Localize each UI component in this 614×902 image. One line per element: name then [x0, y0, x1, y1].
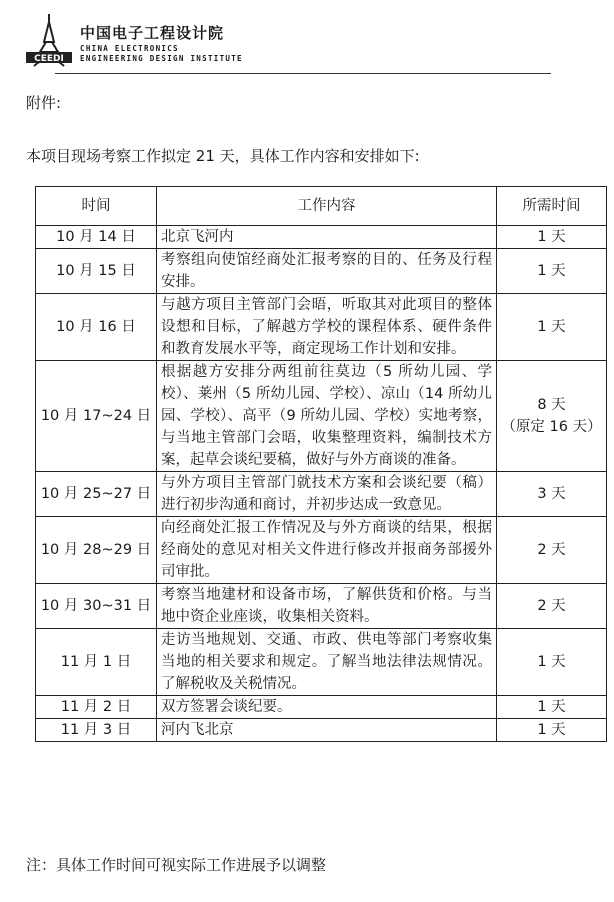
letterhead [22, 8, 562, 82]
row-duration: 1 天 [497, 719, 607, 742]
ceedi-tower-logo-icon [22, 12, 76, 74]
table-row [36, 584, 607, 629]
row-time: 10 月 30~31 日 [36, 584, 157, 629]
row-content: 考察当地建材和设备市场，了解供货和价格。与当地中资企业座谈，收集相关资料。 [157, 584, 497, 629]
table-header-row [36, 187, 607, 226]
header-time: 时间 [36, 187, 157, 226]
row-duration: 8 天 [537, 397, 566, 413]
attachment-label: 附件: [26, 94, 62, 112]
table-row [36, 226, 607, 249]
schedule-table [35, 186, 607, 742]
row-duration-cell [497, 361, 607, 472]
row-duration: 2 天 [497, 584, 607, 629]
row-time: 10 月 17~24 日 [36, 361, 157, 472]
table-row [36, 719, 607, 742]
table-row [36, 629, 607, 696]
row-time: 10 月 16 日 [36, 294, 157, 361]
table-row [36, 517, 607, 584]
row-content: 根据越方安排分两组前往莫边（5 所幼儿园、学校）、莱州（5 所幼儿园、学校）、凉山（14 所幼儿园、学校）、高平（9 所幼儿园、学校）实地考察，与当地主管部门会晤，收集整理资料，编制技术方案，起草会谈纪要稿，做好与外方商谈的准备。 [157, 361, 497, 472]
row-time: 10 月 14 日 [36, 226, 157, 249]
row-content: 考察组向使馆经商处汇报考察的目的、任务及行程安排。 [157, 249, 497, 294]
table-row [36, 696, 607, 719]
row-time: 11 月 1 日 [36, 629, 157, 696]
row-duration: 2 天 [497, 517, 607, 584]
row-duration: 1 天 [497, 249, 607, 294]
header-content: 工作内容 [157, 187, 497, 226]
intro-text: 本项目现场考察工作拟定 21 天，具体工作内容和安排如下: [26, 147, 420, 165]
header-rule [55, 73, 551, 74]
row-duration: 1 天 [497, 294, 607, 361]
row-time: 11 月 2 日 [36, 696, 157, 719]
row-duration: 3 天 [497, 472, 607, 517]
row-time: 10 月 28~29 日 [36, 517, 157, 584]
table-row [36, 472, 607, 517]
table-row [36, 249, 607, 294]
header-duration: 所需时间 [497, 187, 607, 226]
row-time: 10 月 25~27 日 [36, 472, 157, 517]
table-row [36, 294, 607, 361]
logo-text: CEEDI [34, 54, 64, 64]
row-time: 10 月 15 日 [36, 249, 157, 294]
row-duration: 1 天 [497, 696, 607, 719]
row-duration-note: （原定 16 天） [501, 419, 602, 435]
row-content: 双方签署会谈纪要。 [157, 696, 497, 719]
row-duration: 1 天 [497, 226, 607, 249]
row-time: 11 月 3 日 [36, 719, 157, 742]
row-content: 向经商处汇报工作情况及与外方商谈的结果，根据经商处的意见对相关文件进行修改并报商务部援外司审批。 [157, 517, 497, 584]
row-duration: 1 天 [497, 629, 607, 696]
table-row [36, 361, 607, 472]
row-content: 与外方项目主管部门就技术方案和会谈纪要（稿）进行初步沟通和商讨，并初步达成一致意见。 [157, 472, 497, 517]
row-content: 河内飞北京 [157, 719, 497, 742]
row-content: 北京飞河内 [157, 226, 497, 249]
footnote: 注：具体工作时间可视实际工作进展予以调整 [26, 856, 327, 874]
org-name-en-line2: ENGINEERING DESIGN INSTITUTE [80, 54, 243, 63]
org-name-en [80, 44, 243, 64]
org-name-en-line1: CHINA ELECTRONICS [80, 44, 179, 53]
org-name-cn: 中国电子工程设计院 [80, 24, 225, 42]
row-content: 与越方项目主管部门会晤，听取其对此项目的整体设想和目标，了解越方学校的课程体系、硬件条件和教育发展水平等，商定现场工作计划和安排。 [157, 294, 497, 361]
row-content: 走访当地规划、交通、市政、供电等部门考察收集当地的相关要求和规定。了解当地法律法规情况。了解税收及关税情况。 [157, 629, 497, 696]
